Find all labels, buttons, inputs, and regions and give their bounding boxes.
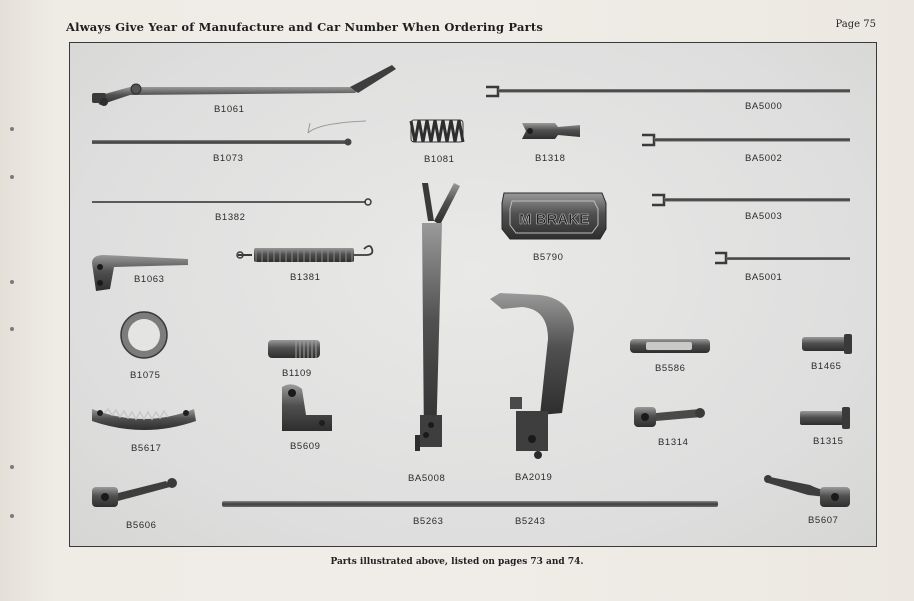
part-label-b1109: B1109 <box>282 368 312 379</box>
part-label-b1073: B1073 <box>213 153 244 164</box>
part-label-b5586: B5586 <box>655 363 686 374</box>
part-label-b1063: B1063 <box>134 274 165 285</box>
part-label-b5607: B5607 <box>808 515 839 526</box>
part-label-b5790: B5790 <box>533 252 564 263</box>
part-label-b5606: B5606 <box>126 520 157 531</box>
part-b5617-image <box>92 409 196 430</box>
parts-photo-plate <box>69 42 877 547</box>
page-header-title: Always Give Year of Manufacture and Car Number When Ordering Parts <box>66 20 544 34</box>
part-label-ba2019: BA2019 <box>515 472 553 483</box>
part-b1465-image <box>802 334 852 354</box>
part-b1315-image <box>800 407 850 429</box>
part-b1081-image <box>411 120 463 142</box>
part-b5609-image <box>282 384 332 431</box>
part-label-b5243: B5243 <box>515 516 546 527</box>
part-label-b1315: B1315 <box>813 436 844 447</box>
part-label-ba5000: BA5000 <box>745 101 783 112</box>
binder-hole <box>10 127 14 131</box>
part-ba5001-image <box>715 253 850 263</box>
part-b1382-image <box>92 199 371 205</box>
part-label-b1382: B1382 <box>215 212 246 223</box>
part-label-ba5002: BA5002 <box>745 153 783 164</box>
part-b5606-image <box>92 478 177 507</box>
part-b1381-image <box>237 246 372 262</box>
part-label-ba5003: BA5003 <box>745 211 783 222</box>
binder-hole <box>10 465 14 469</box>
part-b5586-image <box>630 339 710 353</box>
part-ba5008-image <box>415 183 460 451</box>
part-label-b1381: B1381 <box>290 272 321 283</box>
part-label-b1075: B1075 <box>130 370 161 381</box>
part-label-b5263: B5263 <box>413 516 444 527</box>
binder-hole <box>10 280 14 284</box>
part-ba5002-image <box>642 135 850 145</box>
part-label-b1318: B1318 <box>535 153 566 164</box>
part-label-b1081: B1081 <box>424 154 455 165</box>
part-b5607-image <box>764 475 850 507</box>
part-label-b1061: B1061 <box>214 104 245 115</box>
part-b5263-b5243-image <box>222 501 718 507</box>
part-ba5000-image <box>486 87 850 96</box>
binder-hole <box>10 514 14 518</box>
part-b1109-image <box>268 340 320 358</box>
binder-hole <box>10 175 14 179</box>
page-number: Page 75 <box>835 19 876 30</box>
part-b1314-image <box>634 407 705 427</box>
part-ba2019-image <box>490 293 574 459</box>
plate-caption: Parts illustrated above, listed on pages 73 and 74. <box>330 557 584 567</box>
part-b5790-image <box>502 193 606 239</box>
part-b1073-image <box>92 121 366 146</box>
binder-hole <box>10 327 14 331</box>
parts-illustration <box>70 43 878 548</box>
part-label-b5609: B5609 <box>290 441 321 452</box>
part-label-b1465: B1465 <box>811 361 842 372</box>
part-b1063-image <box>92 255 188 291</box>
part-b1061-image <box>92 65 396 106</box>
part-b1318-image <box>522 123 580 139</box>
part-ba5003-image <box>652 195 850 205</box>
pedal-pad-lettering: M BRAKE <box>519 211 589 228</box>
part-label-b5617: B5617 <box>131 443 162 454</box>
part-label-b1314: B1314 <box>658 437 689 448</box>
part-label-ba5008: BA5008 <box>408 473 446 484</box>
part-b1075-image <box>121 312 167 358</box>
part-label-ba5001: BA5001 <box>745 272 783 283</box>
